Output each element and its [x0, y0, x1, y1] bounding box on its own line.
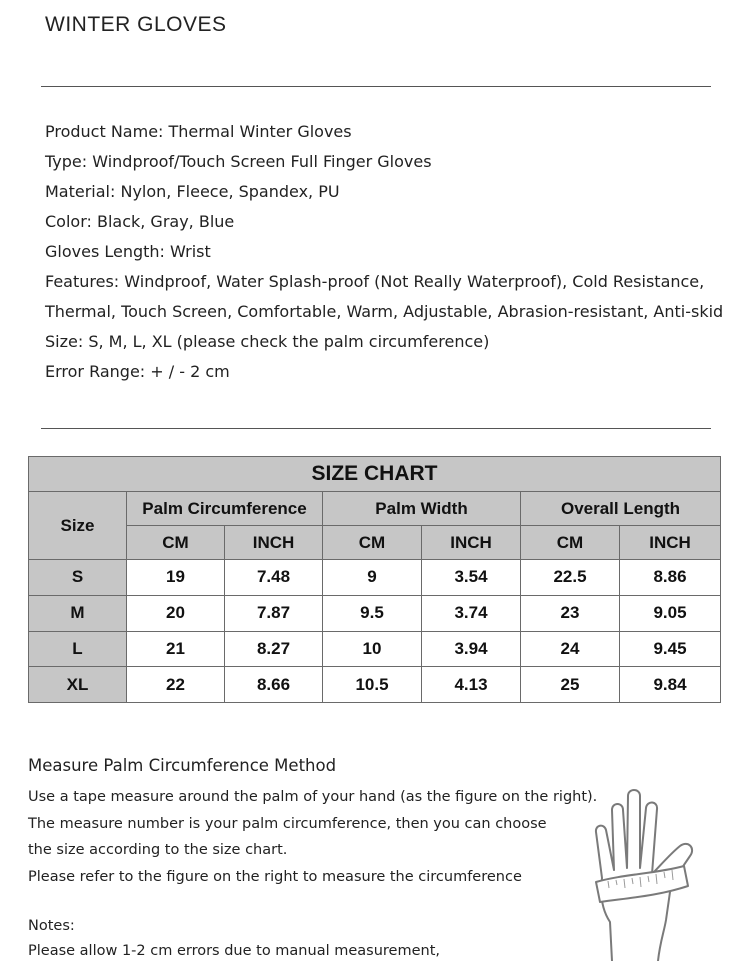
- spec-line: Material: Nylon, Fleece, Spandex, PU: [45, 182, 340, 201]
- table-cell: 22.5: [521, 560, 620, 596]
- table-cell: 3.54: [422, 560, 521, 596]
- spec-line: Features: Windproof, Water Splash-proof (Not Really Waterproof), Cold Resistance,: [45, 272, 705, 291]
- unit-header: CM: [521, 526, 620, 560]
- table-cell: 7.48: [225, 560, 323, 596]
- table-cell: 9.05: [620, 595, 721, 631]
- group-header-palm-width: Palm Width: [323, 492, 521, 526]
- page-title: WINTER GLOVES: [45, 13, 227, 36]
- measure-instructions: [28, 784, 597, 890]
- table-cell: 23: [521, 595, 620, 631]
- unit-header: INCH: [422, 526, 521, 560]
- table-cell: 25: [521, 667, 620, 703]
- table-cell: 4.13: [422, 667, 521, 703]
- table-cell: 7.87: [225, 595, 323, 631]
- size-cell: M: [29, 595, 127, 631]
- instruction-line: Use a tape measure around the palm of your hand (as the figure on the right).: [28, 789, 598, 805]
- table-cell: 8.27: [225, 631, 323, 667]
- table-cell: 9.84: [620, 667, 721, 703]
- unit-header: INCH: [225, 526, 323, 560]
- table-cell: 24: [521, 631, 620, 667]
- table-cell: 20: [127, 595, 225, 631]
- spec-line: Color: Black, Gray, Blue: [45, 212, 235, 231]
- table-row: [29, 595, 721, 631]
- notes-label: Notes:: [28, 918, 75, 934]
- group-header-palm-circumference: Palm Circumference: [127, 492, 323, 526]
- spec-line: Size: S, M, L, XL (please check the palm circumference): [45, 332, 490, 351]
- hand-measure-icon: [570, 770, 740, 961]
- spec-line: Product Name: Thermal Winter Gloves: [45, 122, 352, 141]
- table-cell: 19: [127, 560, 225, 596]
- unit-header: INCH: [620, 526, 721, 560]
- size-cell: S: [29, 560, 127, 596]
- table-cell: 10.5: [323, 667, 422, 703]
- table-row: [29, 667, 721, 703]
- spec-line: Thermal, Touch Screen, Comfortable, Warm, Adjustable, Abrasion-resistant, Anti-skid: [45, 302, 724, 321]
- measure-method-title: Measure Palm Circumference Method: [28, 756, 337, 775]
- table-cell: 10: [323, 631, 422, 667]
- spec-line: Error Range: + / - 2 cm: [45, 362, 230, 381]
- instruction-line: Please refer to the figure on the right to measure the circumference: [28, 868, 522, 885]
- table-cell: 3.94: [422, 631, 521, 667]
- size-chart-table: [28, 456, 721, 703]
- unit-header: CM: [323, 526, 422, 560]
- spec-line: Type: Windproof/Touch Screen Full Finger Gloves: [45, 152, 432, 171]
- notes-text: Please allow 1-2 cm errors due to manual measurement,: [28, 943, 440, 959]
- table-row: [29, 560, 721, 596]
- instruction-line: The measure number is your palm circumference, then you can choose: [28, 815, 547, 832]
- size-chart-title: SIZE CHART: [29, 457, 721, 492]
- table-cell: 21: [127, 631, 225, 667]
- size-cell: XL: [29, 667, 127, 703]
- group-header-overall-length: Overall Length: [521, 492, 721, 526]
- spec-line: Gloves Length: Wrist: [45, 242, 211, 261]
- table-cell: 3.74: [422, 595, 521, 631]
- table-cell: 22: [127, 667, 225, 703]
- instruction-line: the size according to the size chart.: [28, 842, 288, 858]
- product-specs: [45, 117, 723, 387]
- table-cell: 9.5: [323, 595, 422, 631]
- table-cell: 9: [323, 560, 422, 596]
- divider-top: [41, 86, 711, 87]
- table-cell: 9.45: [620, 631, 721, 667]
- unit-header: CM: [127, 526, 225, 560]
- table-cell: 8.66: [225, 667, 323, 703]
- divider-bottom: [41, 428, 711, 429]
- size-column-header: Size: [29, 492, 127, 560]
- table-row: [29, 631, 721, 667]
- table-cell: 8.86: [620, 560, 721, 596]
- size-cell: L: [29, 631, 127, 667]
